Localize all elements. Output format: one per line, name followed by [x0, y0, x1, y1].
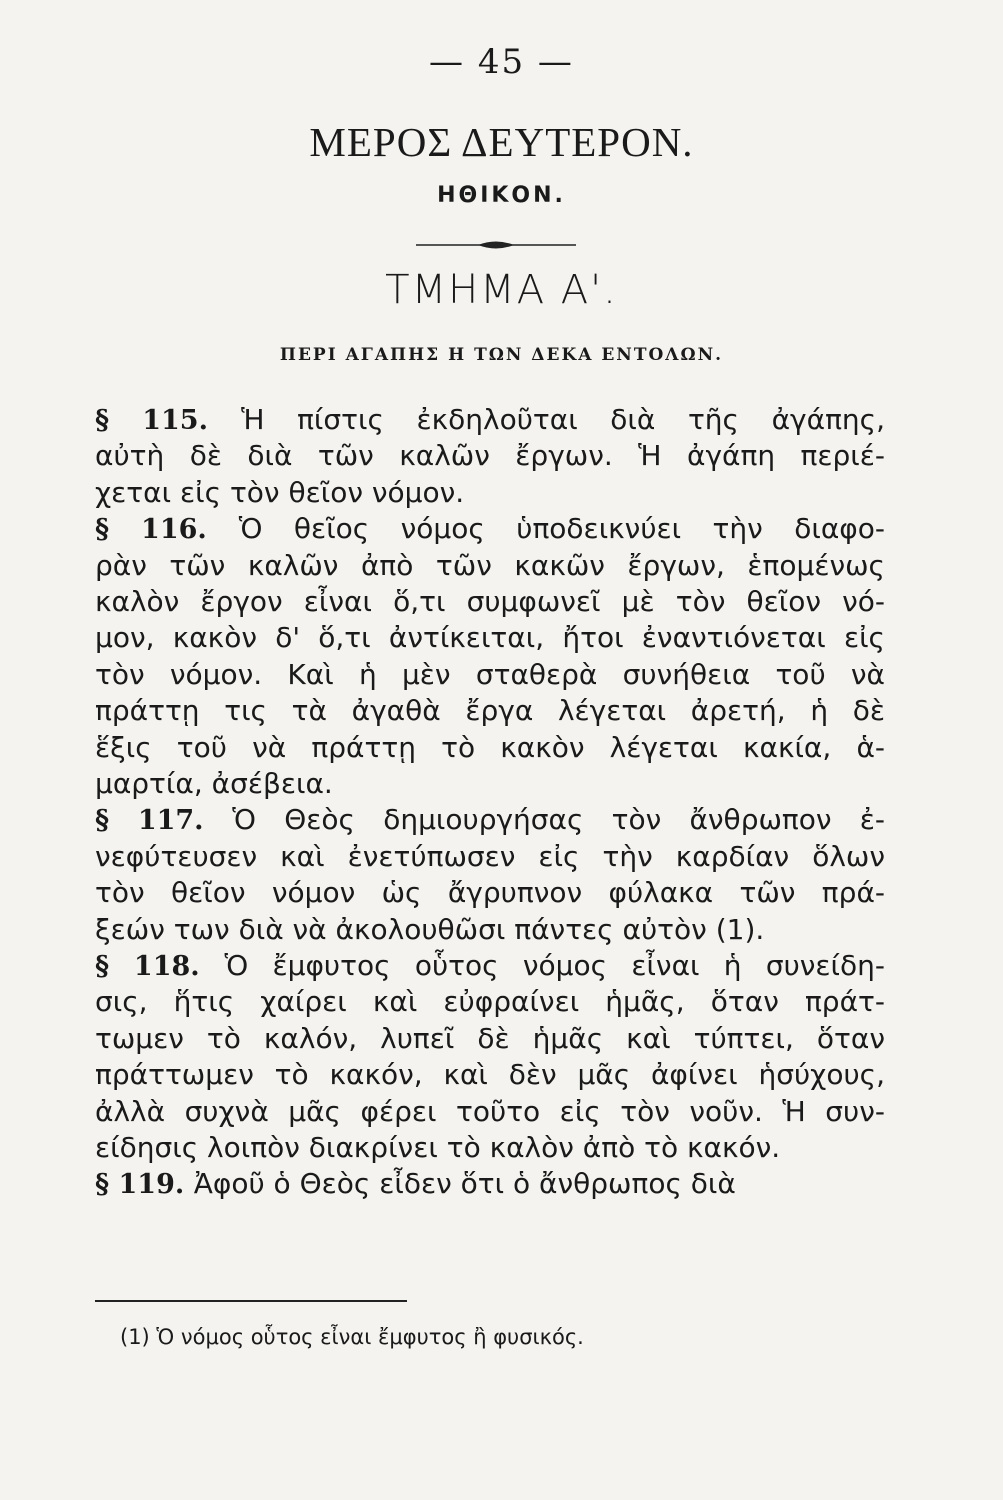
line-text: Ἀφοῦ ὁ Θεὸς εἶδεν ὅτι ὁ ἄνθρωπος διὰ: [193, 1167, 736, 1201]
text-line: [95, 984, 885, 1020]
line-text: αὐτὴ δὲ διὰ τῶν καλῶν ἔργων. Ἡ ἀγάπη περιέ-: [95, 439, 885, 473]
ornament-divider-icon: [416, 238, 576, 252]
text-line: [95, 802, 885, 839]
line-text: καλὸν ἔργον εἶναι ὅ,τι συμφωνεῖ μὲ τὸν θεῖον νό-: [95, 585, 885, 618]
text-line: [95, 548, 885, 584]
section-title: ΤΜΗΜΑ Α'.: [385, 267, 618, 313]
line-text: τὸν θεῖον νόμον ὡς ἄγρυπνον φύλακα τῶν πρά-: [95, 876, 885, 910]
paragraph-number: § 117.: [95, 805, 233, 837]
paragraph-number: § 118.: [95, 951, 225, 982]
footnote-rule: [95, 1300, 407, 1302]
line-text: Ὁ Θεὸς δημιουργήσας τὸν ἄνθρωπον ἐ-: [232, 803, 885, 837]
text-line: [95, 730, 885, 766]
text-line: [95, 1166, 885, 1203]
line-text: Ὁ θεῖος νόμος ὑποδεικνύει τὴν διαφο-: [238, 512, 885, 546]
page-number: — 45 —: [429, 42, 574, 82]
text-line: [95, 912, 885, 948]
line-text: ξεών των διὰ νὰ ἀκολουθῶσι πάντες αὐτὸν (1).: [95, 912, 765, 946]
text-line: [95, 1130, 885, 1166]
line-text: πράττωμεν τὸ κακόν, καὶ δὲν μᾶς ἀφίνει ἡσύχους,: [95, 1058, 885, 1092]
text-line: [95, 438, 885, 474]
line-text: Ἡ πίστις ἐκδηλοῦται διὰ τῆς ἀγάπης,: [241, 403, 886, 436]
line-text: είδησις λοιπὸν διακρίνει τὸ καλὸν ἀπὸ τὸ κακόν.: [95, 1131, 781, 1164]
paragraph-number: § 116.: [95, 514, 239, 546]
line-text: ἀλλὰ συχνὰ μᾶς φέρει τοῦτο εἰς τὸν νοῦν. Ἡ συν-: [95, 1094, 885, 1128]
text-line: [95, 1094, 885, 1130]
text-line: [95, 657, 885, 693]
text-line: [95, 875, 885, 911]
text-line: [95, 402, 885, 439]
text-line: [95, 475, 885, 511]
line-text: χεται εἰς τὸν θεῖον νόμον.: [95, 475, 465, 509]
line-text: νεφύτευσεν καὶ ἐνετύπωσεν εἰς τὴν καρδίαν ὅλων: [95, 839, 885, 873]
text-line: [95, 620, 885, 656]
line-text: σις, ἥτις χαίρει καὶ εὐφραίνει ἡμᾶς, ὅταν πράτ-: [95, 985, 885, 1019]
line-text: Ὁ ἔμφυτος οὗτος νόμος εἶναι ἡ συνείδη-: [224, 949, 886, 982]
paragraph-number: § 115.: [95, 405, 242, 436]
line-text: τωμεν τὸ καλόν, λυπεῖ δὲ ἡμᾶς καὶ τύπτει, ὅταν: [95, 1021, 885, 1055]
subject-heading: ΗΘΙΚΟΝ.: [437, 183, 566, 208]
text-line: [95, 1021, 885, 1057]
text-line: [95, 839, 885, 875]
line-text: μαρτία, ἀσέβεια.: [95, 767, 333, 800]
footnote: (1) Ὁ νόμος οὗτος εἶναι ἔμφυτος ἢ φυσικός.: [120, 1325, 584, 1349]
text-line: [95, 1057, 885, 1093]
line-text: πράττῃ τις τὰ ἀγαθὰ ἔργα λέγεται ἀρετή, ἡ δὲ: [95, 694, 885, 728]
paragraph-number: § 119.: [95, 1169, 194, 1201]
line-text: ρὰν τῶν καλῶν ἀπὸ τῶν κακῶν ἔργων, ἑπομένως: [95, 548, 885, 582]
text-line: [95, 511, 885, 548]
line-text: τὸν νόμον. Καὶ ἡ μὲν σταθερὰ συνήθεια τοῦ νὰ: [95, 657, 885, 691]
line-text: μον, κακὸν δ' ὅ,τι ἀντίκειται, ἤτοι ἐναντιόνεται εἰς: [95, 621, 885, 655]
text-line: [95, 693, 885, 729]
text-line: [95, 584, 885, 620]
section-subtitle: ΠΕΡΙ ΑΓΑΠΗΣ Η ΤΩΝ ΔΕΚΑ ΕΝΤΟΛΩΝ.: [279, 345, 724, 365]
part-title: ΜΕΡΟΣ ΔΕΥΤΕΡΟΝ.: [309, 119, 694, 165]
text-line: [95, 766, 885, 802]
text-line: [95, 948, 885, 985]
line-text: ἕξις τοῦ νὰ πράττῃ τὸ κακὸν λέγεται κακία, ἁ-: [95, 730, 885, 764]
